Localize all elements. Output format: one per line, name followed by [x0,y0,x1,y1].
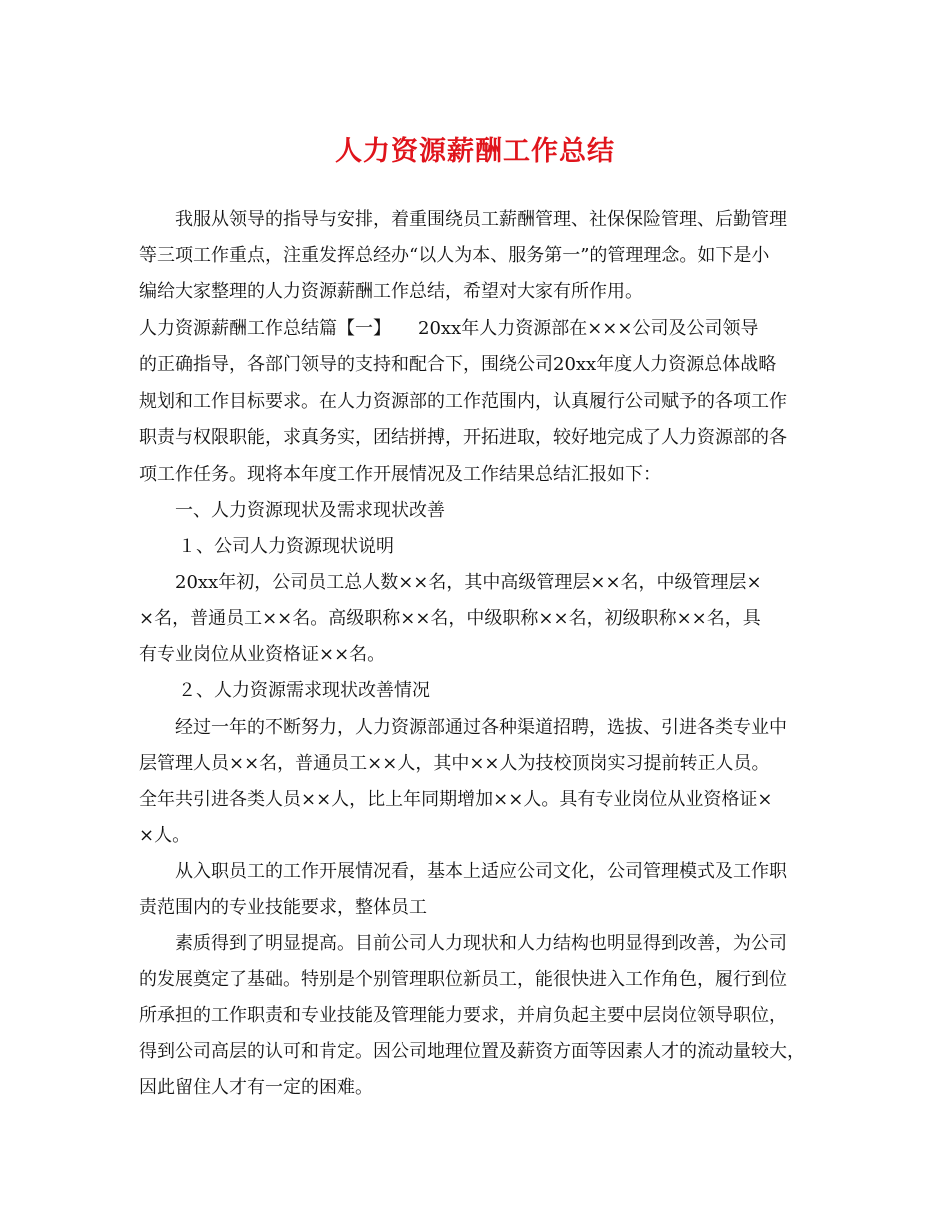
text-line: 职责与权限职能，求真务实，团结拼搏，开拓进取，较好地完成了人力资源部的各 [139,427,787,448]
text-line: 有专业岗位从业资格证××名。 [139,644,386,665]
text-line: 经过一年的不断努力，人力资源部通过各种渠道招聘，选拔、引进各类专业中 [175,717,787,738]
text-line: 素质得到了明显提高。目前公司人力现状和人力结构也明显得到改善，为公司 [175,933,787,954]
subheading-line: １、公司人力资源现状说明 [178,536,394,557]
text-line: 层管理人员××名，普通员工××人，其中××人为技校顶岗实习提前转正人员。 [139,753,770,774]
text-line: ×名，普通员工××名。高级职称××名，中级职称××名，初级职称××名，具 [139,608,761,629]
text-line: 得到公司高层的认可和肯定。因公司地理位置及薪资方面等因素人才的流动量较大， [139,1041,805,1062]
text-line: 项工作任务。现将本年度工作开展情况及工作结果总结汇报如下： [139,464,661,485]
text-line: 责范围内的专业技能要求，整体员工 [139,897,427,918]
section-heading-line: 人力资源薪酬工作总结篇【一】 20xx年人力资源部在×××公司及公司领导 [139,318,759,339]
text-line: 的发展奠定了基础。特别是个别管理职位新员工，能很快进入工作角色，履行到位 [139,969,787,990]
text-line: 等三项工作重点，注重发挥总经办“以人为本、服务第一”的管理理念。如下是小 [139,245,770,266]
text-line: 从入职员工的工作开展情况看，基本上适应公司文化，公司管理模式及工作职 [175,861,787,882]
text-line: 全年共引进各类人员××人，比上年同期增加××人。具有专业岗位从业资格证× [139,789,773,810]
text-line: ×人。 [139,825,191,846]
text-line: 因此留住人才有一定的困难。 [139,1077,373,1098]
subheading-line: 一、人力资源现状及需求现状改善 [175,500,445,521]
text-line: 20xx年初，公司员工总人数××名，其中高级管理层××名，中级管理层× [175,572,762,593]
text-line: 规划和工作目标要求。在人力资源部的工作范围内，认真履行公司赋予的各项工作 [139,391,787,412]
subheading-line: ２、人力资源需求现状改善情况 [178,680,430,701]
text-line: 的正确指导，各部门领导的支持和配合下，围绕公司20xx年度人力资源总体战略 [139,354,777,375]
text-line: 所承担的工作职责和专业技能及管理能力要求，并肩负起主要中层岗位领导职位， [139,1005,787,1026]
text-line: 编给大家整理的人力资源薪酬工作总结，希望对大家有所作用。 [139,281,643,302]
document-title: 人力资源薪酬工作总结 [335,136,615,167]
text-line: 我服从领导的指导与安排，着重围绕员工薪酬管理、社保保险管理、后勤管理 [175,209,787,230]
